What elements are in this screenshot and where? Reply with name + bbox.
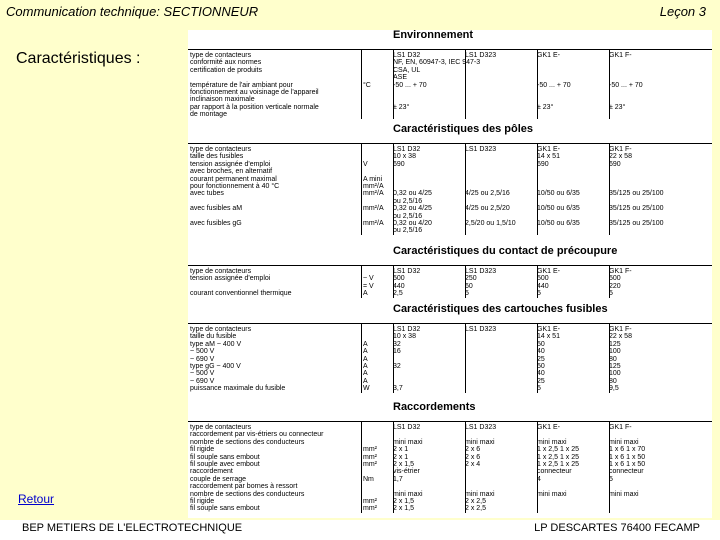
column-divider — [393, 422, 394, 513]
table-cell: 40 — [537, 370, 545, 378]
table-cell: 9,5 — [609, 385, 619, 393]
table-row — [188, 268, 712, 275]
table-cell: 2 x 2,5 — [465, 498, 487, 505]
table-row — [188, 205, 712, 212]
table-cell: LS1 D323 — [465, 52, 497, 59]
table-row — [188, 183, 712, 190]
table-cell: GK1 F- — [609, 268, 632, 275]
table-cell: A — [363, 340, 368, 348]
section-title: Caractéristiques des cartouches fusibles — [393, 303, 608, 315]
table-cell: raccordement — [190, 468, 233, 476]
table-row — [188, 82, 712, 89]
table-cell: tension assignée d'emploi — [190, 160, 271, 168]
section-title: Caractéristiques du contact de précoupure — [393, 245, 618, 257]
table-cell: nombre de sections des conducteurs — [190, 438, 305, 446]
table-cell: fil souple sans embout — [190, 453, 260, 461]
table-cell: ou 2,5/16 — [393, 212, 423, 220]
column-divider — [537, 144, 538, 235]
table-row — [188, 283, 712, 290]
table-cell: 5 — [537, 385, 541, 393]
table-row — [188, 89, 712, 96]
table-cell: ~ 690 V — [190, 377, 215, 385]
column-divider — [609, 422, 610, 513]
table-cell: fil rigide — [190, 446, 215, 454]
column-divider — [361, 324, 362, 393]
table-cell: A — [363, 290, 368, 298]
table-cell: ± 23° — [393, 103, 410, 111]
table-cell: connecteur — [609, 468, 644, 476]
table-cell: ou 2,5/16 — [393, 227, 423, 235]
back-link[interactable]: Retour — [18, 492, 55, 506]
table-cell: GK1 F- — [609, 424, 632, 431]
table-cell: ~ 500 V — [190, 348, 215, 356]
table-cell: 440 — [537, 282, 549, 290]
column-divider — [609, 50, 610, 119]
table-cell: fonctionnement au voisinage de l'appareil — [190, 89, 319, 96]
table-cell: pour fonctionnement à 40 °C — [190, 183, 280, 190]
table-cell: 22 x 58 — [609, 333, 632, 341]
table-cell: ASE — [393, 74, 408, 82]
table-cell: type gG ~ 400 V — [190, 363, 241, 370]
table-cell: 14 x 51 — [537, 153, 560, 161]
column-divider — [361, 50, 362, 119]
table-cell: mini maxi — [393, 438, 423, 446]
table-row — [188, 146, 712, 153]
table-row — [188, 275, 712, 282]
table-cell: 22 x 58 — [609, 153, 632, 161]
table-row — [188, 104, 712, 111]
table-cell: 2 x 1 — [393, 453, 409, 461]
table-cell: fil souple sans embout — [190, 505, 260, 513]
table-cell: 100 — [609, 370, 621, 378]
table-cell: 500 — [537, 275, 549, 283]
table-cell: 25 — [537, 355, 545, 363]
table-cell: mm²/A — [363, 205, 384, 213]
column-divider — [537, 422, 538, 513]
column-divider — [393, 144, 394, 235]
table-cell: 2,5 — [393, 290, 403, 298]
section-rule — [188, 265, 712, 266]
column-divider — [361, 422, 362, 513]
table-row — [188, 356, 712, 363]
table-row — [188, 190, 712, 197]
table-cell: W — [363, 385, 370, 393]
table-cell: V — [363, 160, 368, 168]
table-cell: tension assignée d'emploi — [190, 275, 271, 283]
table-row — [188, 176, 712, 183]
table-cell: ~ 690 V — [190, 355, 215, 363]
footer-right: LP DESCARTES 76400 FECAMP — [534, 522, 700, 534]
column-divider — [465, 144, 466, 235]
table-cell: A — [363, 355, 368, 363]
table-cell: A — [363, 370, 368, 378]
table-cell: ~ 500 V — [190, 370, 215, 378]
table-cell: GK1 F- — [609, 52, 632, 59]
table-cell: 14 x 51 — [537, 333, 560, 341]
table-cell: 2 x 1,5 — [393, 461, 415, 468]
table-cell: GK1 F- — [609, 146, 632, 153]
table-cell: 2 x 1,5 — [393, 505, 415, 513]
table-cell: par rapport à la position verticale normale — [190, 103, 319, 111]
table-row — [188, 454, 712, 461]
table-cell: -50 ... + 70 — [393, 81, 427, 89]
table-cell: GK1 E- — [537, 268, 560, 275]
table-cell: 10 x 38 — [393, 153, 416, 161]
table-row — [188, 348, 712, 355]
table-cell: mini maxi — [465, 490, 495, 498]
table-cell: 32 — [393, 363, 401, 370]
table-cell: LS1 D32 — [393, 424, 421, 431]
table-cell: type de contacteurs — [190, 146, 252, 153]
table-cell: 2 x 2,5 — [465, 505, 487, 513]
column-divider — [361, 266, 362, 298]
table-cell: 690 — [393, 160, 405, 168]
table-cell: mini maxi — [609, 438, 639, 446]
table-cell: LS1 D323 — [465, 424, 497, 431]
table-cell: courant permanent maximal — [190, 175, 277, 183]
table-cell: mini maxi — [609, 490, 639, 498]
table-row — [188, 74, 712, 81]
table-row — [188, 491, 712, 498]
column-divider — [465, 50, 466, 119]
column-divider — [609, 266, 610, 298]
table-cell: 2 x 6 — [465, 453, 481, 461]
header-title: Communication technique: SECTIONNEUR — [6, 4, 259, 19]
section-rule — [188, 421, 712, 422]
table-cell: raccordement par bornes à ressort — [190, 483, 298, 491]
table-cell: fil rigide — [190, 498, 215, 505]
table-cell: 2 x 4 — [465, 461, 481, 468]
table-cell: puissance maximale du fusible — [190, 385, 286, 393]
table-cell: 80 — [609, 355, 617, 363]
column-divider — [537, 50, 538, 119]
table-cell: LS1 D32 — [393, 52, 421, 59]
table-cell: type de contacteurs — [190, 52, 252, 59]
table-cell: 690 — [537, 160, 549, 168]
footer-left: BEP METIERS DE L'ELECTROTECHNIQUE — [22, 522, 243, 534]
table-cell: 5 — [609, 475, 613, 483]
table-row — [188, 446, 712, 453]
table-cell: 220 — [609, 282, 621, 290]
table-cell: 250 — [465, 275, 477, 283]
table-row — [188, 341, 712, 348]
table-cell: GK1 E- — [537, 52, 560, 59]
table-row — [188, 498, 712, 505]
table-cell: type aM ~ 400 V — [190, 340, 242, 348]
table-cell: GK1 E- — [537, 424, 560, 431]
table-cell: LS1 D323 — [465, 146, 497, 153]
table-row — [188, 111, 712, 118]
table-cell: nombre de sections des conducteurs — [190, 490, 305, 498]
column-divider — [537, 266, 538, 298]
table-cell: °C — [363, 81, 371, 89]
table-cell: 0,32 ou 4/25 — [393, 205, 432, 213]
section-title: Environnement — [393, 29, 474, 41]
table-cell: 690 — [609, 160, 621, 168]
table-cell: certification de produits — [190, 66, 262, 74]
table-row — [188, 220, 712, 227]
table-cell: taille des fusibles — [190, 153, 244, 161]
table-row — [188, 96, 712, 103]
section-rule — [188, 323, 712, 324]
table-cell: ± 23° — [537, 103, 554, 111]
table-cell: 0,32 ou 4/20 — [393, 220, 432, 227]
table-cell: avec fusibles aM — [190, 205, 243, 213]
table-row — [188, 52, 712, 59]
table-cell: 50 — [537, 363, 545, 370]
table-cell: 500 — [393, 275, 405, 283]
table-cell: température de l'air ambiant pour — [190, 81, 293, 89]
table-cell: 40 — [537, 348, 545, 356]
table-row — [188, 153, 712, 160]
table-cell: 0,32 ou 4/25 — [393, 190, 432, 198]
table-cell: 5 — [609, 290, 613, 298]
table-row — [188, 461, 712, 468]
table-cell: 5 — [537, 290, 541, 298]
table-cell: avec broches, en alternatif — [190, 168, 273, 176]
table-row — [188, 326, 712, 333]
table-cell: 125 — [609, 340, 621, 348]
table-cell: Nm — [363, 475, 374, 483]
table-cell: 4/25 ou 2,5/20 — [465, 205, 510, 213]
table-cell: A — [363, 363, 368, 370]
table-cell: GK1 F- — [609, 326, 632, 333]
column-divider — [393, 266, 394, 298]
table-row — [188, 483, 712, 490]
table-cell: taille du fusible — [190, 333, 237, 341]
table-cell: 1,7 — [393, 475, 403, 483]
table-cell: = V — [363, 282, 374, 290]
table-row — [188, 385, 712, 392]
table-row — [188, 67, 712, 74]
table-cell: vis-étrier — [393, 468, 420, 476]
table-cell: de montage — [190, 111, 227, 119]
table-cell: 80 — [609, 377, 617, 385]
table-cell: conformité aux normes — [190, 59, 262, 67]
table-cell: 3,7 — [393, 385, 403, 393]
table-row — [188, 59, 712, 66]
table-cell: ~ V — [363, 275, 374, 283]
column-divider — [361, 144, 362, 235]
page-subtitle: Caractéristiques : — [16, 50, 141, 67]
table-cell: 16 — [393, 348, 401, 356]
table-cell: mm²/A — [363, 190, 384, 198]
table-cell: GK1 E- — [537, 326, 560, 333]
table-cell: ± 23° — [609, 103, 626, 111]
table-cell: 25 — [537, 377, 545, 385]
table-cell: 10/50 ou 6/35 — [537, 190, 580, 198]
table-cell: ou 2,5/16 — [393, 197, 423, 205]
table-cell: courant conventionnel thermique — [190, 290, 292, 298]
table-cell: LS1 D32 — [393, 146, 421, 153]
table-cell: 1 x 2,5 1 x 25 — [537, 461, 580, 468]
table-cell: A mini — [363, 175, 383, 183]
table-cell: 1 x 6 1 x 70 — [609, 446, 646, 454]
table-row — [188, 290, 712, 297]
table-cell: NF, EN, 60947-3, IEC 947-3 — [393, 59, 481, 67]
table-cell: LS1 D32 — [393, 268, 421, 275]
table-cell: 10/50 ou 6/35 — [537, 205, 580, 213]
column-divider — [393, 324, 394, 393]
section-rule — [188, 49, 712, 50]
table-row — [188, 424, 712, 431]
table-cell: connecteur — [537, 468, 572, 476]
section-title: Raccordements — [393, 401, 476, 413]
table-cell: avec tubes — [190, 190, 224, 198]
table-row — [188, 333, 712, 340]
table-cell: LS1 D323 — [465, 268, 497, 275]
table-cell: 50 — [537, 340, 545, 348]
table-row — [188, 431, 712, 438]
table-cell: 4 — [537, 475, 541, 483]
table-cell: mini maxi — [393, 490, 423, 498]
table-cell: -50 ... + 70 — [537, 81, 571, 89]
table-cell: 5 — [465, 290, 469, 298]
table-cell: mini maxi — [465, 438, 495, 446]
table-cell: type de contacteurs — [190, 326, 252, 333]
table-row — [188, 476, 712, 483]
table-row — [188, 213, 712, 220]
table-cell: 500 — [609, 275, 621, 283]
table-cell: LS1 D323 — [465, 326, 497, 333]
section-title: Caractéristiques des pôles — [393, 123, 534, 135]
table-cell: 440 — [393, 282, 405, 290]
specifications-document — [188, 30, 712, 518]
column-divider — [609, 324, 610, 393]
table-cell: 2 x 1 — [393, 446, 409, 454]
table-cell: 1 x 6 1 x 50 — [609, 453, 646, 461]
table-cell: 10 x 38 — [393, 333, 416, 341]
table-cell: mm²/A — [363, 220, 384, 227]
column-divider — [393, 50, 394, 119]
table-cell: 32 — [393, 340, 401, 348]
table-cell: A — [363, 348, 368, 356]
table-cell: mm² — [363, 461, 377, 468]
table-cell: 2 x 1,5 — [393, 498, 415, 505]
column-divider — [465, 266, 466, 298]
lesson-label: Leçon 3 — [659, 4, 706, 19]
table-row — [188, 439, 712, 446]
table-cell: mm² — [363, 446, 377, 454]
table-row — [188, 168, 712, 175]
table-row — [188, 505, 712, 512]
table-cell: 4/25 ou 2,5/16 — [465, 190, 510, 198]
table-cell: LS1 D32 — [393, 326, 421, 333]
table-cell: mm² — [363, 498, 377, 505]
table-cell: CSA, UL — [393, 66, 421, 74]
table-cell: mini maxi — [537, 438, 567, 446]
column-divider — [609, 144, 610, 235]
table-cell: 1 x 6 1 x 50 — [609, 461, 646, 468]
table-row — [188, 227, 712, 234]
table-cell: avec fusibles gG — [190, 220, 242, 227]
section-rule — [188, 143, 712, 144]
table-cell: raccordement par vis-étriers ou connecteur — [190, 431, 324, 439]
table-cell: couple de serrage — [190, 475, 247, 483]
table-cell: 2,5/20 ou 1,5/10 — [465, 220, 516, 227]
table-row — [188, 363, 712, 370]
table-cell: fil souple avec embout — [190, 461, 260, 468]
table-cell: type de contacteurs — [190, 268, 252, 275]
table-row — [188, 161, 712, 168]
table-cell: type de contacteurs — [190, 424, 252, 431]
table-cell: 35/125 ou 25/100 — [609, 205, 664, 213]
table-row — [188, 370, 712, 377]
table-cell: A — [363, 377, 368, 385]
table-cell: GK1 E- — [537, 146, 560, 153]
table-cell: mm² — [363, 505, 377, 513]
table-cell: mm²/A — [363, 183, 384, 190]
table-cell: 100 — [609, 348, 621, 356]
column-divider — [465, 422, 466, 513]
table-cell: -50 ... + 70 — [609, 81, 643, 89]
column-divider — [537, 324, 538, 393]
table-cell: mm² — [363, 453, 377, 461]
column-divider — [465, 324, 466, 393]
table-cell: 125 — [609, 363, 621, 370]
table-cell: 10/50 ou 6/35 — [537, 220, 580, 227]
table-cell: mini maxi — [537, 490, 567, 498]
table-cell: 35/125 ou 25/100 — [609, 220, 664, 227]
table-cell: inclinaison maximale — [190, 96, 255, 104]
table-row — [188, 468, 712, 475]
table-row — [188, 198, 712, 205]
table-cell: 2 x 6 — [465, 446, 481, 454]
table-cell: 1 x 2,5 1 x 25 — [537, 446, 580, 454]
table-row — [188, 378, 712, 385]
table-cell: 35/125 ou 25/100 — [609, 190, 664, 198]
table-cell: 60 — [465, 282, 473, 290]
table-cell: 1 x 2,5 1 x 25 — [537, 453, 580, 461]
